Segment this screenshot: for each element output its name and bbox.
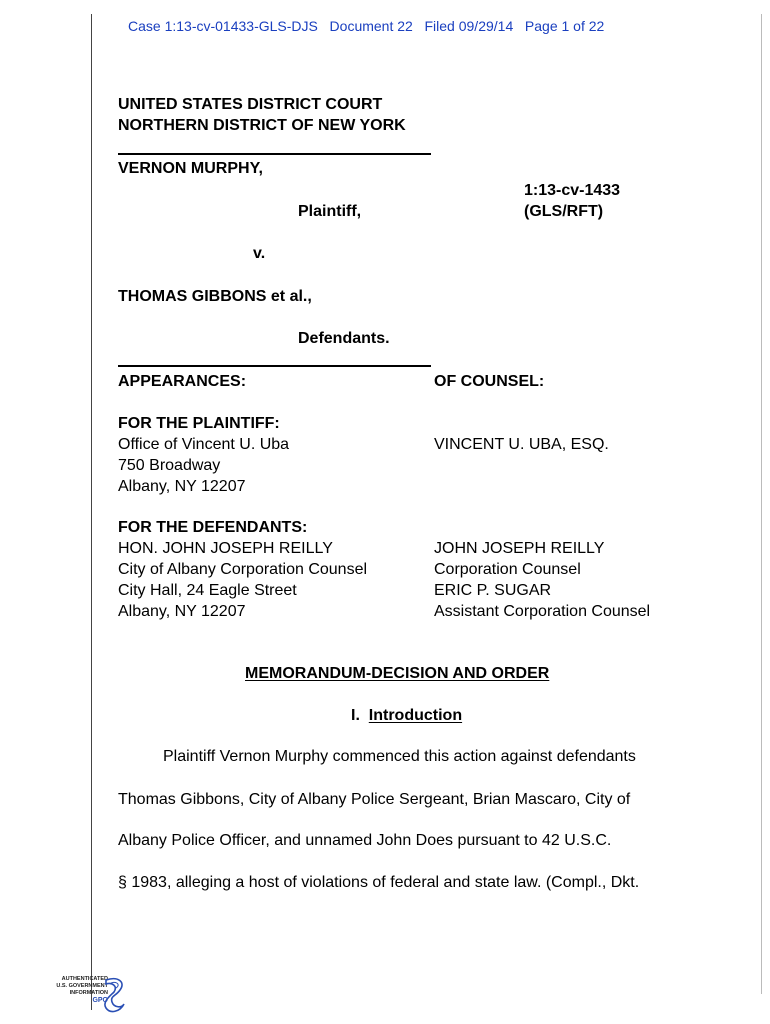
case-number: 1:13-cv-1433 bbox=[524, 182, 621, 199]
plaintiff-address-line: Office of Vincent U. Uba bbox=[118, 436, 290, 453]
defendants-address-line: Albany, NY 12207 bbox=[118, 603, 246, 620]
seal-text-line: INFORMATION bbox=[69, 990, 108, 996]
plaintiff-counsel-name: VINCENT U. UBA, ESQ. bbox=[434, 436, 609, 453]
of-counsel-heading: OF COUNSEL: bbox=[434, 373, 545, 390]
caption-rule-top bbox=[118, 153, 431, 155]
plaintiff-name: VERNON MURPHY, bbox=[118, 160, 263, 177]
court-district: NORTHERN DISTRICT OF NEW YORK bbox=[118, 117, 406, 134]
paragraph-line: Thomas Gibbons, City of Albany Police Sergeant, Brian Mascaro, City of bbox=[118, 791, 631, 808]
defendants-counsel-line: JOHN JOSEPH REILLY bbox=[434, 540, 605, 557]
gpo-authentication-seal bbox=[40, 974, 130, 1018]
filing-header bbox=[128, 18, 604, 34]
plaintiff-address-line: 750 Broadway bbox=[118, 457, 221, 474]
plaintiff-section-heading: FOR THE PLAINTIFF: bbox=[118, 415, 280, 432]
plaintiff-address-line: Albany, NY 12207 bbox=[118, 478, 246, 495]
versus: v. bbox=[253, 245, 266, 262]
defendant-name: THOMAS GIBBONS et al., bbox=[118, 288, 312, 305]
defendants-address-line: HON. JOHN JOSEPH REILLY bbox=[118, 540, 333, 557]
eagle-icon bbox=[40, 974, 130, 1018]
defendants-counsel-line: ERIC P. SUGAR bbox=[434, 582, 552, 599]
appearances-heading: APPEARANCES: bbox=[118, 373, 247, 390]
header-document: Document 22 bbox=[329, 18, 413, 34]
defendant-role: Defendants. bbox=[298, 330, 390, 347]
paragraph-line: Albany Police Officer, and unnamed John Does pursuant to 42 U.S.C. bbox=[118, 832, 612, 849]
header-page-number: Page 1 of 22 bbox=[524, 18, 605, 34]
defendants-section-heading: FOR THE DEFENDANTS: bbox=[118, 519, 308, 536]
paragraph-line: § 1983, alleging a host of violations of federal and state law. (Compl., Dkt. bbox=[118, 874, 640, 891]
page-left-border bbox=[91, 14, 92, 1010]
section-number: I. bbox=[351, 707, 360, 724]
court-name: UNITED STATES DISTRICT COURT bbox=[118, 96, 383, 113]
header-filed-date: Filed 09/29/14 bbox=[424, 18, 514, 34]
section-heading bbox=[351, 705, 462, 726]
defendants-address-line: City Hall, 24 Eagle Street bbox=[118, 582, 297, 599]
seal-text-line: U.S. GOVERNMENT bbox=[56, 983, 108, 989]
paragraph-line: Plaintiff Vernon Murphy commenced this action against defendants bbox=[163, 748, 636, 765]
seal-mark: GPO bbox=[92, 997, 108, 1004]
defendants-counsel-line: Assistant Corporation Counsel bbox=[434, 603, 651, 620]
page-right-border bbox=[761, 14, 762, 994]
defendants-counsel-line: Corporation Counsel bbox=[434, 561, 581, 578]
section-title: Introduction bbox=[368, 707, 463, 724]
caption-rule-bottom bbox=[118, 365, 431, 367]
memo-title: MEMORANDUM-DECISION AND ORDER bbox=[245, 665, 550, 682]
plaintiff-role: Plaintiff, bbox=[298, 203, 362, 220]
judge-initials: (GLS/RFT) bbox=[524, 203, 604, 220]
header-case-number: Case 1:13-cv-01433-GLS-DJS bbox=[128, 18, 318, 34]
defendants-address-line: City of Albany Corporation Counsel bbox=[118, 561, 368, 578]
seal-text-line: AUTHENTICATED bbox=[61, 976, 108, 982]
